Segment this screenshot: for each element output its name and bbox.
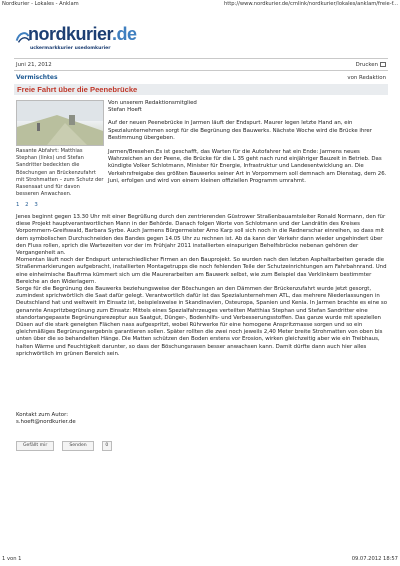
article-headline: Freie Fahrt über die Peenebrücke — [17, 85, 138, 94]
print-page-title: Nordkurier - Lokales - Anklam — [2, 1, 79, 7]
headline-bar — [14, 84, 388, 95]
lead-paragraph: Auf der neuen Peenebrücke in Jarmen läuft der Endspurt. Maurer legen letzte Hand an, ein Spezialunternehmen sorgt für die Begrünung des Bauwerks. Nächste Woche wird die Brücke ihrer Bestimmung übergeben. — [108, 120, 372, 141]
logo-wordmark — [28, 24, 137, 45]
gallery-pager — [16, 202, 42, 208]
article-photo[interactable] — [16, 100, 104, 146]
section-label[interactable]: Vermischtes — [16, 74, 58, 81]
photo-illustration — [17, 101, 103, 145]
pager-item[interactable]: 3 — [34, 202, 38, 208]
print-url: http://www.nordkurier.de/cmlink/nordkurier/lokales/anklam/freie-f... — [223, 1, 398, 7]
like-button[interactable]: Gefällt mir — [16, 441, 54, 451]
photo-caption: Rasante Abfahrt: Matthias Stephan (links) und Stefan Sandritter bedeckten die Böschungen an Brückenzufahrt mit Strohmatten – zum Schutz der Rasensaat und für davon besseren Anwachsen. — [16, 148, 104, 198]
print-footer — [2, 556, 398, 564]
logo-name: nordkurier — [28, 24, 113, 44]
divider — [14, 58, 388, 59]
paragraph: Sorge für die Begrünung des Bauwerks beziehungsweise der Böschungen an den Dämmen der Brückenzufahrt wurde jetzt gesorgt, zumindest sprichwörtlich die Saat dafür gelegt. Verantwortlich dafür ist das Spezialunternehmen ATL, das mehrere Niederlassungen in Deutschland hat und weltweit im Einsatz ist, beispielsweise in Skandinavien, Osteuropa, Spanien und Kenia. In Jarmen brachte es eine so genannte Anspritzbegrünung zum Einsatz: Mittels eines Spezialfahrzeuges verteilten Matthias Stephan und Stefan Sandritter eine standortangepasste Begrünungsrezeptur aus Saatgut, Dünger-, Bodenhilfs- und Verbesserungsstoffen. Das ganze wurde mit speziellen Düsen auf die stark geneigten Flächen nass aufgespritzt, wobei Rührwerke für eine homogene Anspritzmasse sorgen und so ein gleichmäßiges Begrünungsergebnis garantieren sollen. Später rollten die zwei noch jeweils 2,40 Meter breite Strohmatten von oben bis unten über die so behandelten Hänge. Die Matten schützen den Boden erstens vor Erosion, wirken gleichzeitig aber wie ein Treibhaus, halten Wärme und Feuchtigkeit darunter, so dass der Böschungsrasen besser anwachsen kann. Damit dürfte dann auch hier alles sprichwörtlich im grünen Bereich sein. — [16, 286, 388, 357]
source-label: von Redaktion — [347, 75, 386, 81]
author-name: Stefan Hoeft — [108, 107, 142, 114]
paragraph: Momentan läuft noch der Endspurt unterschiedlicher Firmen an den Bauprojekt. So wurden nach den letzten Asphaltarbeiten gerade die Straßenmarkierungen aufgebracht, installierten Montagetrupps die noch fehlenden Teile der Schutzeinrichtungen am Fahrbahnrand. Und eine einheimische Baufirma kümmert sich um die Maurerarbeiten am Bauwerk selbst, wie zum Beispiel das Verklinkern bestimmter Bereiche an den Widerlagern. — [16, 257, 387, 285]
print-button[interactable] — [356, 62, 386, 68]
contact-label: Kontakt zum Autor: — [16, 412, 69, 418]
contact-email[interactable]: s.hoeft@nordkurier.de — [16, 419, 76, 426]
photo-gallery — [16, 100, 104, 210]
print-header — [2, 1, 398, 9]
article-date: Juni 21, 2012 — [16, 62, 52, 68]
article-body — [16, 214, 388, 365]
print-timestamp: 09.07.2012 18:57 — [351, 556, 398, 562]
author-contact — [16, 412, 76, 426]
site-logo[interactable] — [14, 22, 137, 56]
author-intro: Von unserem Redaktionsmitglied — [108, 100, 197, 106]
divider — [14, 70, 388, 71]
paragraph: Jenes beginnt gegen 13.30 Uhr mit einer Begrüßung durch den zentrierenden Güstrower Straßenbauamtsleiter Ronald Normann, den für diese Projekt hauptverantwortlichen Mann in der Behörde. Danach folgen Worte von Schlotmann und der Landrätin des Kreises Vorpommern-Greifswald, Barbara Syrbe. Auch Jarmens Bürgermeister Arno Karp soll sich noch in die Rednerschar einreihen, so dass mit dem symbolischen Durchschneiden des Bandes gegen 14.05 Uhr zu rechnen ist. Ab da kann der Verkehr dann wieder ungehindert über den Fluss rollen, sprich die Wartezeiten vor der im Frühjahr 2011 installierten einspurigen Behelfsbrücke nebenan gehören der Vergangenheit an. — [16, 214, 386, 257]
send-button[interactable]: Senden — [62, 441, 93, 451]
print-label: Drucken — [355, 62, 378, 68]
printer-icon — [380, 62, 386, 67]
share-count[interactable]: 0 — [102, 441, 112, 451]
logo-tagline: uckermarkkurier usedomkurier — [30, 46, 111, 51]
social-actions — [16, 431, 112, 448]
pager-item[interactable]: 2 — [25, 202, 29, 208]
pager-item[interactable]: 1 — [16, 202, 20, 208]
logo-tld: .de — [112, 24, 137, 44]
page-count: 1 von 1 — [2, 556, 22, 562]
article-body-top — [108, 100, 388, 192]
paragraph: Jarmen/Bresehen.Es ist geschafft, das Warten für die Autofahrer hat ein Ende: Jarmens neues Wahrzeichen an der Peene, die Brücke für die L 35 geht nach rund einjähriger Bauzeit in Betrieb. Das kündigte Volker Schlotmann, Minister für Energie, Infrastruktur und Landesentwicklung an. Die Verkehrsfreigabe des größten Bauwerks seiner Art in Vorpommern soll demnach am Dienstag, dem 26. Juni, erfolgen und wird von einem kleinen offiziellen Programm umrahmt. — [108, 149, 387, 184]
